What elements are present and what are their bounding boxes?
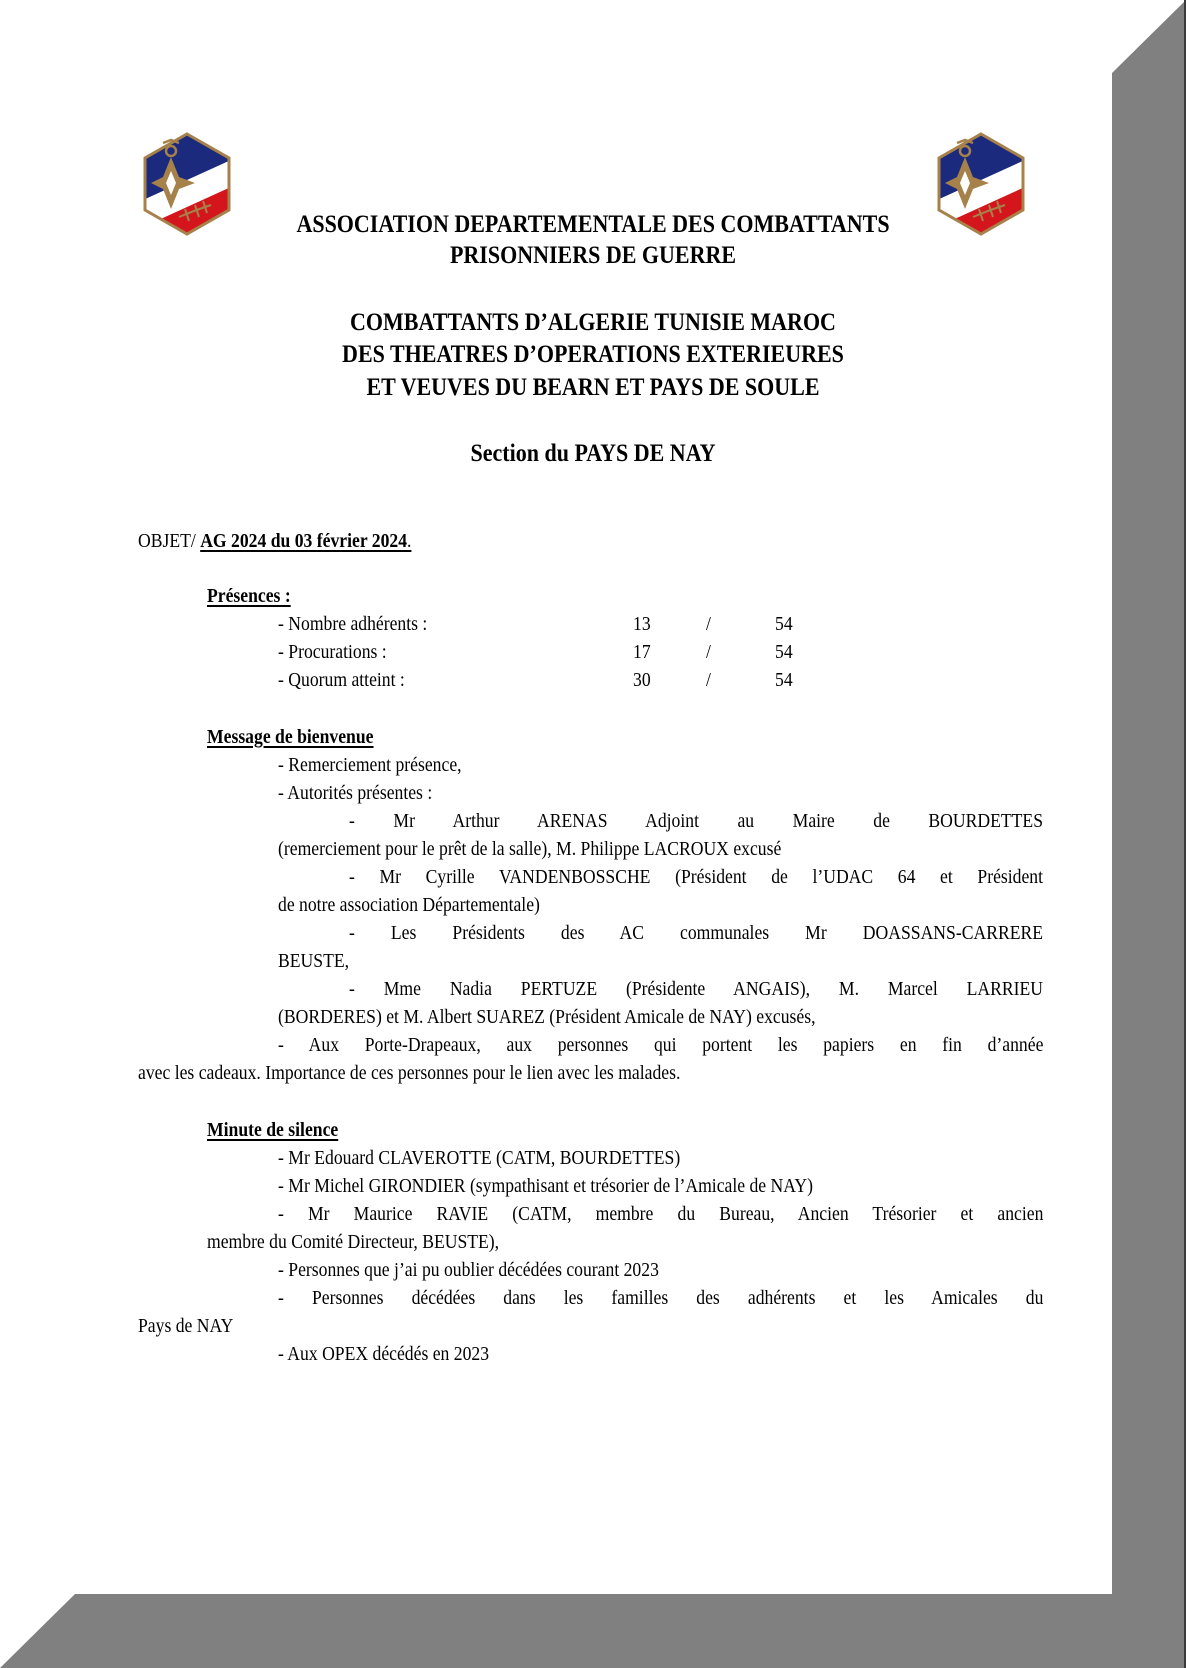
presences-count: 13 bbox=[633, 613, 651, 635]
silence-line: - Personnes décédées dans les familles des adhérents et les Amicales du bbox=[278, 1287, 1044, 1309]
bienvenue-line: - Aux Porte-Drapeaux, aux personnes qui portent les papiers en fin d’année bbox=[278, 1034, 1044, 1056]
presences-separator: / bbox=[706, 669, 711, 691]
bienvenue-line: (BORDERES) et M. Albert SUAREZ (Président Amicale de NAY) excusés, bbox=[278, 1006, 816, 1028]
header-line-4: DES THEATRES D’OPERATIONS EXTERIEURES bbox=[342, 341, 844, 368]
presences-label: - Procurations : bbox=[278, 641, 387, 663]
presences-total: 54 bbox=[775, 613, 793, 635]
bienvenue-line: avec les cadeaux. Importance de ces personnes pour le lien avec les malades. bbox=[138, 1062, 681, 1084]
presences-total: 54 bbox=[775, 641, 793, 663]
presences-label: - Nombre adhérents : bbox=[278, 613, 428, 635]
silence-line: membre du Comité Directeur, BEUSTE), bbox=[207, 1231, 500, 1253]
section-title: Section du PAYS DE NAY bbox=[470, 440, 716, 467]
bienvenue-line: - Remerciement présence, bbox=[278, 754, 462, 776]
bienvenue-line: - Mr Cyrille VANDENBOSSCHE (Président de l’UDAC 64 et Président bbox=[349, 866, 1044, 888]
presences-separator: / bbox=[706, 641, 711, 663]
bienvenue-line: - Mr Arthur ARENAS Adjoint au Maire de BOURDETTES bbox=[349, 810, 1044, 832]
presences-total: 54 bbox=[775, 669, 793, 691]
header-line-2: PRISONNIERS DE GUERRE bbox=[449, 242, 737, 269]
page-shadow-right bbox=[1112, 0, 1186, 1668]
bienvenue-line: - Mme Nadia PERTUZE (Présidente ANGAIS), M. Marcel LARRIEU bbox=[349, 978, 1044, 1000]
page-shadow-bottom bbox=[0, 1594, 1186, 1668]
silence-line: - Personnes que j’ai pu oublier décédées courant 2023 bbox=[278, 1259, 659, 1281]
silence-line: - Mr Michel GIRONDIER (sympathisant et trésorier de l’Amicale de NAY) bbox=[278, 1175, 813, 1197]
presences-count: 30 bbox=[633, 669, 651, 691]
presences-separator: / bbox=[706, 613, 711, 635]
objet-line bbox=[138, 530, 411, 553]
header-line-5: ET VEUVES DU BEARN ET PAYS DE SOULE bbox=[366, 374, 820, 401]
header-line-3: COMBATTANTS D’ALGERIE TUNISIE MAROC bbox=[350, 309, 836, 336]
bienvenue-title: Message de bienvenue bbox=[207, 726, 374, 748]
bienvenue-line: BEUSTE, bbox=[278, 950, 350, 972]
presences-count: 17 bbox=[633, 641, 651, 663]
silence-title: Minute de silence bbox=[207, 1119, 339, 1141]
header-line-1: ASSOCIATION DEPARTEMENTALE DES COMBATTANTS bbox=[296, 211, 890, 238]
silence-line: - Aux OPEX décédés en 2023 bbox=[278, 1343, 490, 1365]
bienvenue-line: - Les Présidents des AC communales Mr DOASSANS-CARRERE bbox=[349, 922, 1044, 944]
objet-suffix: . bbox=[407, 530, 412, 552]
presences-label: - Quorum atteint : bbox=[278, 669, 405, 691]
bienvenue-line: - Autorités présentes : bbox=[278, 782, 433, 804]
objet-value: AG 2024 du 03 février 2024 bbox=[200, 530, 408, 552]
bienvenue-line: de notre association Départementale) bbox=[278, 894, 540, 916]
silence-line: Pays de NAY bbox=[138, 1315, 234, 1337]
silence-line: - Mr Edouard CLAVEROTTE (CATM, BOURDETTES) bbox=[278, 1147, 681, 1169]
silence-line: - Mr Maurice RAVIE (CATM, membre du Bureau, Ancien Trésorier et ancien bbox=[278, 1203, 1044, 1225]
bienvenue-line: (remerciement pour le prêt de la salle), M. Philippe LACROUX excusé bbox=[278, 838, 782, 860]
objet-label: OBJET/ bbox=[138, 530, 201, 552]
presences-title: Présences : bbox=[207, 585, 291, 607]
